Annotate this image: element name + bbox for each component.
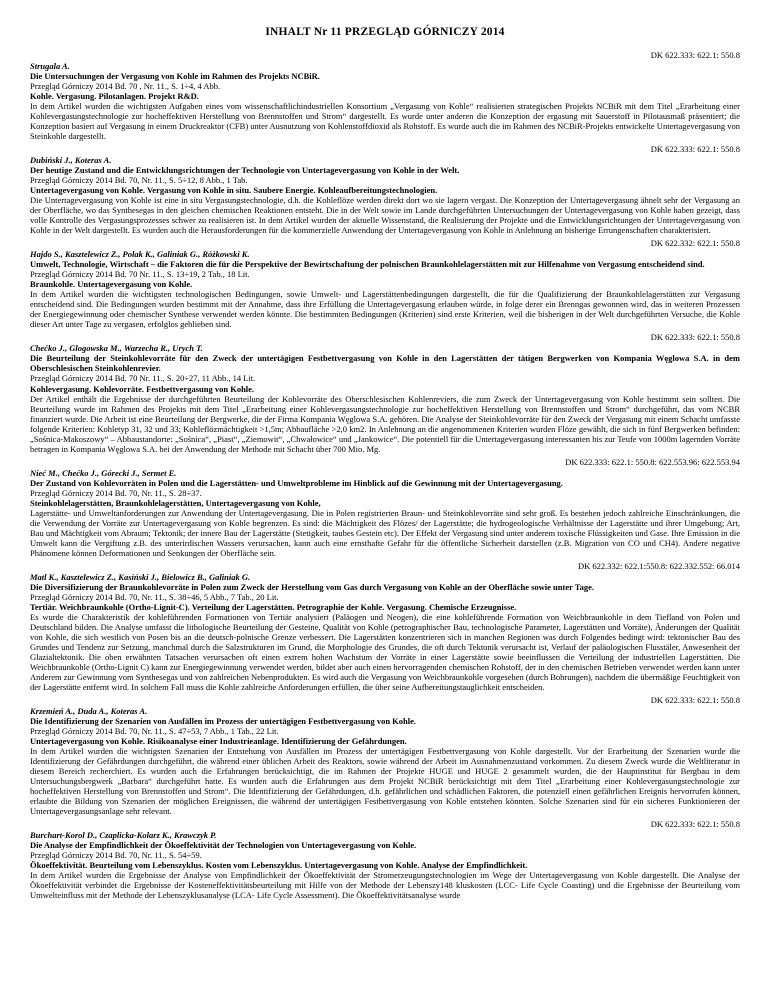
article-reference: Przegląd Górniczy 2014 Bd. 70 Nr. 11., S. 13÷19, 2 Tab., 18 Lit. (30, 269, 250, 280)
article-abstract: In dem Artikel wurden die Ergebnisse der Analyse von Empfindlichkeit der Ökoeffektivität der Stromerzeugungstechnologien im Wege der Untertagevergasung von Kohle dargestellt. Die Analyse der Ökoeffektivität verbindet die Ergebnisse der Kosteneffektivitätsbeurteilung mit Hilfe von der Methode der Lebenszy148 kluskosten (LCC- Life Cycle Coasting) und die Ergebnisse der Beurteilung vom Umwelteinfluss mit der Methode der Lebenszyklusanalyse (LCA- Life Cycle Assessment). Die Ökoeffektivitätsanalyse wurde (30, 870, 740, 901)
article-reference: Przegląd Górniczy 2014 Bd. 70, Nr. 11., S. 5÷12, 8 Abb., 1 Tab. (30, 175, 248, 186)
article-title: Umwelt, Technologie, Wirtschaft – die Faktoren die für die Perspektive der Bewirtschaftung der polnischen Braunkohlelagerstätten mit zur Hilfenahme von Vergasung entscheidend sind. (30, 259, 705, 270)
article-authors: Burchart-Korol D., Czaplicka-Kolarz K., Krawczyk P. (30, 830, 217, 841)
article-authors: Nieć M., Chećko J., Górecki J., Sermet E. (30, 467, 177, 478)
article-keywords: Kohle. Vergasung. Pilotanlagen. Projekt R&D. (30, 91, 199, 102)
udc-code: DK 622.333: 622.1: 550.8: 622.553.96: 622.553.94 (565, 456, 740, 467)
udc-code: DK 622.333: 622.1: 550.8 (650, 332, 740, 343)
article-entry (30, 561, 740, 692)
article-authors: Dubiński J., Koteras A. (30, 155, 112, 166)
article-abstract: In dem Artikel wurden die wichtigsten technologischen Bedingungen, sowie Umwelt- und Lagerstättenbedingungen dargestellt, die für die Qualifizierung der Braunkohlelagerstätten zur Vergasung entscheidend sind. Die Bedingungen wurden bestimmt mit der Annahme, dass ihre Erfüllung die Untertagevergasung erlauben würde, in folge derer ein Brenngas gewonnen wird, das in weiteren Prozessen der Energiegewinnung oder chemischer Synthese verwendet werden könnte. Die bestimmten Bedingungen (Kriterien) sind erste Kriterien, weil die bisherigen in der Welt durchgeführten Versuche, die Kohle dieser Art unter Tage zu vergasen, erfolglos geblieben sind. (30, 289, 740, 330)
article-keywords: Untertagevergasung von Kohle. Risikoanalyse einer Industrieanlage. Identifizierung der Gefährdungen. (30, 736, 407, 747)
article-authors: Matl K., Kasztelewicz Z., Kasiński J., Bielowicz B., Galiniak G. (30, 571, 251, 582)
article-abstract: Die Untertagevergasung von Kohle ist eine in situ Vergasungstechnologie, d.h. die Kohleflöze werden direkt dort wo sie lagern vergast. Die Konzeption der Untertagevergasung ähnelt sehr der Vergasung an der Oberfläche, wo das Synthesegas in den gleichen chemischen Reaktionen entsteht. Die in der Welt sowie im Lande durchgeführten Untersuchungen der Untertagevergasung von Kohle haben gezeigt, dass volle Kontrolle des Vergasungsprozesses schwer zu realisieren ist. In dem Artikel wurden der aktuelle Wissenstand, die Realisierung der Projekte und die Entwicklungsrichtungen der Untertagevergasung von Kohle in der Welt dargestellt. Es wurden auch die Herausforderungen für die kommerzielle Anwendung der Untertagevergasung von Kohle in Anlehnung an bisherige Errungenschaften charakterisiert. (30, 195, 740, 236)
udc-code: DK 622.333: 622.1: 550.8 (650, 819, 740, 830)
article-reference: Przegląd Górniczy 2014 Bd. 70 , Nr. 11., S. 1÷4, 4 Abb. (30, 81, 221, 92)
article-abstract: Lagerstätte- und Umweltanforderungen zur Anwendung der Untertagevergasung. Die in Polen registrierten Braun- und Steinkohlevorräte sind sehr groß. Es bestehen jedoch zahlreiche Einschränkungen, die die Verwendung der Vorräte zur Untertagevergasung von Kohle begrenzen. Es sind: die Mächtigkeit des Flözes/ der Lagerstätte; die hydrogeologische Verhältnisse der Lagerstätte und ihrer Umgebung; Art, Bau und Mächtigkeit vom Abraum; Tektonik; der innere Bau der Lagerstätte (Stetigkeit, taubes Gestein etc). Der Effekt der Vergasung sind unter anderem toxische Flüssigkeiten und Gase. Ihre Emission in die Umwelt kann die Vergiftung z.B. des unterirdischen Wassers verursachen, kann auch eine ernsthafte Gefahr für die öffentliche Sicherheit darstellen (z.B. Migration von CO und CH4). Andere negative Phänomene können Deformationen und Senkungen der Oberfläche sein. (30, 507, 740, 558)
article-title: Die Diversifizierung der Braunkohlevorräte in Polen zum Zweck der Herstellung vom Gas durch Vergasung von Kohle an der Oberfläche sowie unter Tage. (30, 581, 594, 592)
article-title: Die Untersuchungen der Vergasung von Kohle im Rahmen des Projekts NCBiR. (30, 71, 320, 82)
udc-code: DK 622.333: 622.1: 550.8 (650, 694, 740, 705)
article-entry (30, 332, 740, 453)
udc-code: DK 622.332: 622.1:550.8: 622.332.552: 66.014 (578, 560, 740, 571)
article-title: Die Analyse der Empfindlichkeit der Ökoeffektivität der Technologien von Untertagevergasung von Kohle. (30, 840, 417, 851)
article-keywords: Ökoeffektivität. Beurteilung vom Lebenszyklus. Kosten vom Lebenszyklus. Untertagevergasung von Kohle. Analyse der Empfindlichkeit. (30, 860, 528, 871)
article-abstract: In dem Artikel wurden die wichtigsten Szenarien der Entstehung von Ausfällen im Prozess der untertägigen Festbettvergasung von Kohle dargestellt. Vor der Erarbeitung der Szenarien wurde die Identifizierung der Gefährdungen durchgeführt, die während einer üblichen Arbeit des Reaktors, sowie während der Arbeit im Ausnahmenzustand vorkommen. Zu diesem Zweck wurde die Weltliteratur in diesem Bereich recherchiert. Es wurden auch die Erfahrungen berücksichtigt, die im Rahmen der Projekte HUGE und HUGE 2 gesammelt wurden, die der Hauptinstitut für Bergbau in dem Untersuchungsbergwerk „Barbara“ durchgeführt hatte. Es wurden auch die Erfahrungen aus dem Projekt NCBiR berücksichtigt mit dem Titel „Erarbeitung einer Kohlevergasungstechnologie zur hocheffektiven Herstellung von Brennstoffen und Strom“. Die Identifizierung der Gefährdungen, d.h. gefährlichen und schädlichen Faktoren, die potenziell einen gefährlichen Ereignis hervorrufen können, erlaubte die Bildung von Szenarien der möglichen Ereignissen, die während der untertägigen Festbettvergasung von Kohle entstehen könnten. Solche Szenarien sind für ein sicheres Funktionieren der Untertagevergasungsanlage sehr relevant. (30, 746, 740, 817)
article-reference: Przegląd Górniczy 2014 Bd. 70, Nr. 11., S. 38÷46, 5 Abb., 7 Tab., 20 Lit. (30, 591, 279, 602)
article-reference: Przegląd Górniczy 2014 Bd. 70, Nr. 11., S. 47÷53, 7 Abb., 1 Tab., 22 Lit. (30, 726, 279, 737)
article-entry (30, 457, 740, 558)
entries-list (30, 50, 740, 900)
udc-code: DK 622.333: 622.1: 550.8 (650, 144, 740, 155)
article-authors: Hajdo S., Kasztelewicz Z., Polak K., Galiniak G., Różkowski K. (30, 249, 250, 260)
article-title: Der Zustand von Kohlevorräten in Polen und die Lagerstätten- und Umweltprobleme im Hinblick auf die Gewinnung mit der Untertagevergasung. (30, 477, 563, 488)
article-keywords: Steinkohlelagerstätten, Braunkohlelagerstätten, Untertagevergasung von Kohle, (30, 497, 321, 508)
article-title: Die Identifizierung der Szenarien von Ausfällen im Prozess der untertägigen Festbettvergasung von Kohle. (30, 716, 417, 726)
article-entry (30, 819, 740, 900)
article-abstract: Der Artikel enthält die Ergebnisse der durchgeführten Beurteilung der Kohlevorräte des Oberschlesischen Kohlenreviers, die zum Zweck der Untertagevergasung von Kohle bestimmt sein sollten. Die Beurteilung wurde im Rahmen des Projekts mit dem Titel „Erarbeitung einer Kohlevergasungstechnologie zur hocheffektiven Herstellung von Brennstoffen und Strom“ durchgeführt, das vom NCBR finanziert wurde. Die Arbeit ist eine Beurteilung der Bergwerke, die der Firma Kompania Węglowa S.A. gehören. Die Analyse der Steinkohlevorräte für den Zweck der Vergasung mit einem Schacht umfasste folgende Kriterien: Kohletyp 31, 32 und 33; Kohleflözmächtigkeit >1,5m; Abbaufläche >2,0 km2. In Anlehnung an die angenommenen Kriterien wurden Flöze gewählt, die sich in fünf Bergwerken befinden: „Sośnica-Makoszowy“ – Abbaustandorte: „Sośnica“, „Piast“, „Ziemowit“, „Chwałowice“ und „Jankowice“. Die potentiell für die Untertagevergasung interessanten bis zur Teufe von 1000m lagernden Vorräte betragen in Kompania Węglowa S.A. bei der Anwendung der Methode mit Schacht über 700 Mio. Mg. (30, 393, 740, 454)
article-abstract: Es wurde die Charakteristik der kohleführenden Formationen von Tertiär analysiert (Paläogen und Neogen), die eine kohleführende Formation von Weichbraunkohle in dem Tiefland von Polen und Deutschland bilden. Die Analyse umfasst die lithologische Beurteilung der Gesteine, Qualität von Kohle (petrographischer Bau, technologische Parameter, Lagerstätten und Vorräte), Änderungen der Qualität von Kohle, die sich westlich von Posen bis an die deutsch-polnische Grenze verbessert. Die Lagerstätten konzentrieren sich in manchen Regionen was durch Folgendes bedingt wird: tektonischer Bau des Grundes und Tendenz zur Setzung, manchmal durch die Salzstrukturen im Grund, die Morphologie des Grundes, die oft durch Tektonik verursacht ist, Verlauf der paläologischen Flusstäler, Anwesenheit der Glazialtektonik. Die oben erwähnten Tatsachen verursachen oft einen extrem hohen Wachstum der Vorräte in einer Lagerstätte sowie beeinflussen die Verteilung der industriellen Lagerstätten. Die Weichbraunkohle (Ortho-Lignit C) kann zur Energiegewinnung verwendet werden, bildet aber auch einen hervorragenden chemischen Rohstoff, der in den chemischen Betrieben verwendet werden kann unter Anderem zur Gewinnung vom Synthesegas und von zahlreichen Nebenprodukten. Es wird auch die Vergasung von Weichbraunkohle vorgesehen (durch Bohrungen), nachdem die übermäßige Feuchtigkeit von der Lagerstätte entfernt wird. In solchem Fall muss die Kohle zahlreiche Anforderungen erfüllen, die über seine Aufbereitungstauglichkeit entscheiden. (30, 611, 740, 692)
article-keywords: Untertagevergasung von Kohle. Vergasung von Kohle in situ. Saubere Energie. Kohleaufbereitungstechnologien. (30, 185, 438, 196)
article-reference: Przegląd Górniczy 2014 Bd. 70, Nr. 11., S. 28÷37. (30, 487, 202, 498)
article-authors: Strugala A. (30, 61, 70, 72)
article-keywords: Tertiär. Weichbraunkohle (Ortho-Lignit-C). Verteilung der Lagerstätten. Petrographie der Kohle. Vergasung. Chemische Erzeugnisse. (30, 601, 517, 612)
udc-code: DK 622.333: 622.1: 550.8 (650, 50, 740, 60)
article-title: Die Beurteilung der Steinkohlevorräte für den Zweck der untertägigen Festbettvergasung von Kohle in den Lagerstätten der tätigen Bergwerken von Kompania Węglowa S.A. in dem Oberschlesischen Steinkohlenrevier. (30, 353, 740, 374)
article-keywords: Kohlevergasung. Kohlevorräte. Festbettvergasung von Kohle. (30, 383, 255, 394)
article-title: Der heutige Zustand und die Entwicklungsrichtungen der Technologie von Untertagevergasung von Kohle in der Welt. (30, 165, 460, 176)
article-keywords: Braunkohle. Untertagevergasung von Kohle. (30, 279, 193, 290)
article-reference: Przegląd Górniczy 2014 Bd. 70 Nr. 11., S. 20÷27, 11 Abb., 14 Lit. (30, 373, 256, 384)
article-entry (30, 144, 740, 235)
article-entry (30, 238, 740, 329)
article-abstract: In dem Artikel wurden die wichtigsten Aufgaben eines vom wissenschaftlichindustriellen Konsortium „Vergasung von Kohle“ realisierten strategischen Projekts NCBiR mit dem Titel „Erarbeitung einer Kohlevergasungstechnologie zur hocheffektiven Herstellung von Brennstoffen und Strom“ dargestellt. Es wurde unter anderen die Konzeption der ergasung mit Sauerstoff in Pilotausmaß präsentiert; die Konzeption basiert auf Vergasung in einem Druckreaktor (CFB) unter Ausnutzung von Kohlenstoffdioxid als Rohstoff. Es wurde auch die im Rahmen des NCBiR-Projekts entwickelte Untertagevergasung von Steinkohle dargestellt. (30, 101, 740, 142)
article-reference: Przegląd Górniczy 2014 Bd. 70, Nr. 11., S. 54÷59. (30, 850, 202, 861)
article-authors: Chećko J., Glogowska M., Warzecha R., Urych T. (30, 343, 203, 354)
article-entry (30, 50, 740, 141)
article-entry (30, 695, 740, 816)
udc-code: DK 622.332: 622.1: 550.8 (650, 238, 740, 249)
article-authors: Krzemień A., Duda A., Koteras A. (30, 705, 148, 716)
page-title: INHALT Nr 11 PRZEGLĄD GÓRNICZY 2014 (265, 26, 505, 38)
